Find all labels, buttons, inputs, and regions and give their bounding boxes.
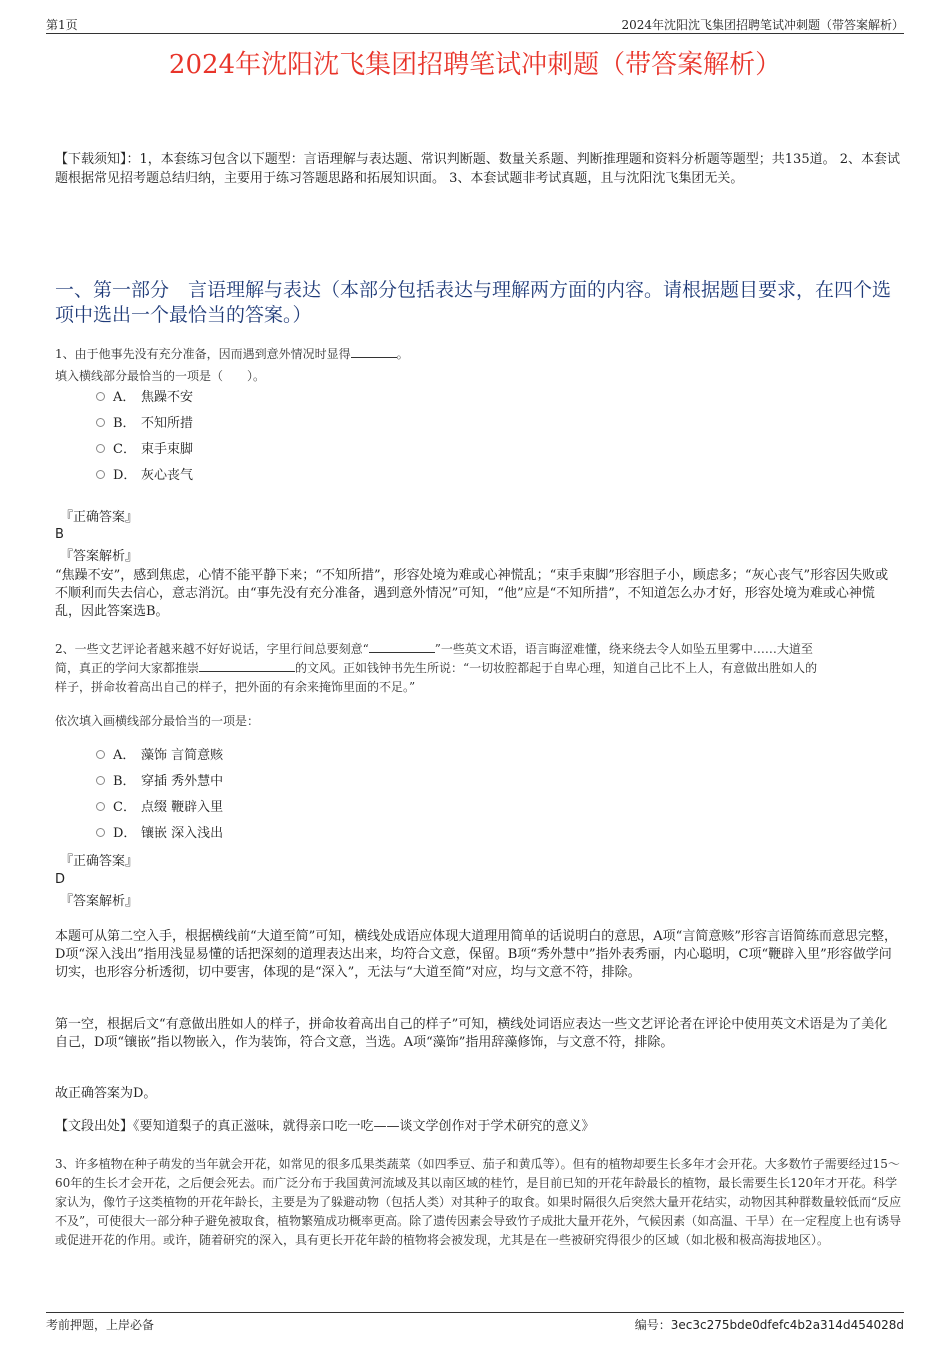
q2-option-d[interactable]: [96, 825, 223, 843]
option-letter: A．: [113, 390, 136, 405]
fill-blank: [199, 660, 295, 672]
option-text: 藻饰 言简意赅: [141, 748, 224, 763]
footer-slogan: 考前押题，上岸必备: [46, 1318, 155, 1332]
option-letter: B．: [113, 774, 136, 789]
q2-answer: D: [55, 872, 66, 887]
option-letter: D．: [113, 826, 137, 841]
option-text: 镶嵌 深入浅出: [141, 826, 224, 841]
q2-correct-label: 『正确答案』: [60, 854, 139, 869]
q1-analysis: “焦躁不安”，感到焦虑，心情不能平静下来；“不知所措”，形容处境为难或心神慌乱；“束手束脚”形容胆子小，顾虑多；“灰心丧气”形容因失败或不顺利而失去信心，意志消沉。由“事先没有充分准备，遇到意外情况”可知，“他”应是“不知所措”，不知道怎么办才好，形容处境为难或心神慌乱，因此答案选B。: [55, 568, 889, 619]
footer-code-value: 3ec3c275bde0dfefc4b2a314d454028d: [670, 1318, 904, 1332]
page-number: 第1页: [46, 18, 78, 32]
question-2-instruction: 依次填入画横线部分最恰当的一项是：: [55, 714, 260, 728]
radio-icon[interactable]: [96, 828, 105, 837]
q2-stem-part: 的文风。正如钱钟书先生所说：“一切妆腔都起于自卑心理，知道自己比不上人，有意做出胜如人的: [295, 661, 818, 675]
q2-stem-part: ”一些英文术语，语言晦涩难懂，绕来绕去令人如坠五里雾中……大道至: [434, 642, 813, 656]
q2-stem-part: 2、一些文艺评论者越来越不好好说话，字里行间总要刻意“: [55, 642, 369, 656]
question-3-stem: 3、许多植物在种子萌发的当年就会开花，如常见的很多瓜果类蔬菜（如四季豆、茄子和黄瓜等）。但有的植物却要生长多年才会开花。大多数竹子需要经过15～60年的生长才会开花，之后便会死去。而广泛分布于我国黄河流域及其以南区域的桂竹，是目前已知的开花年龄最长的植物，最长需要生长120年才开花。科学家认为，像竹子这类植物的开花年龄长，主要是为了躲避动物（包括人类）对其种子的取食。如果时隔很久后突然大量开花结实，动物因其种群数量较低而“反应不及”，可使很大一部分种子避免被取食，植物繁殖成功概率更高。除了遗传因素会导致竹子成批大量开花外，气候因素（如高温、干旱）在一定程度上也有诱导或促进开花的作用。或许，随着研究的深入，具有更长开花年龄的植物将会被发现，尤其是在一些被研究得很少的区域（如北极和极高海拔地区）。: [55, 1157, 902, 1247]
question-2-stem-line1: [55, 640, 905, 658]
question-1-stem: [55, 345, 905, 363]
q1-stem-part: 。: [396, 347, 409, 361]
q1-option-b[interactable]: [96, 415, 193, 433]
q2-analysis-1: 本题可从第二空入手，根据横线前“大道至简”可知，横线处成语应体现大道理用简单的话说明白的意思，A项“言简意赅”形容言语简练而意思完整，D项“深入浅出”指用浅显易懂的话把深刻的道理表达出来，均符合文意，保留。B项“秀外慧中”指外表秀丽，内心聪明，C项“鞭辟入里”形容做学问切实，也形容分析透彻，切中要害，体现的是“深入”，无法与“大道至简”对应，均与文意不符，排除。: [55, 929, 897, 980]
footer-code-label: 编号：: [634, 1318, 671, 1332]
option-text: 点缀 鞭辟入里: [141, 800, 224, 815]
fill-blank: [369, 641, 435, 653]
radio-icon[interactable]: [96, 802, 105, 811]
download-notice: 【下载须知】：1，本套练习包含以下题型：言语理解与表达题、常识判断题、数量关系题、判断推理题和资料分析题等题型；共135道。 2、本套试题根据常见招考题总结归纳，主要用于练习答题思路和拓展知识面。 3、本套试题非考试真题，且与沈阳沈飞集团无关。: [55, 152, 900, 186]
option-letter: B．: [113, 416, 136, 431]
option-text: 穿插 秀外慧中: [141, 774, 224, 789]
header-doc-title: 2024年沈阳沈飞集团招聘笔试冲刺题（带答案解析）: [621, 18, 904, 32]
q2-analysis-3: 故正确答案为D。: [55, 1086, 157, 1101]
option-text: 焦躁不安: [141, 390, 194, 405]
option-letter: A．: [113, 748, 136, 763]
option-text: 灰心丧气: [141, 468, 194, 483]
q2-option-c[interactable]: [96, 799, 223, 817]
q1-option-a[interactable]: [96, 389, 193, 407]
footer-code: [635, 1316, 904, 1333]
q1-option-d[interactable]: [96, 467, 193, 485]
radio-icon[interactable]: [96, 444, 105, 453]
q2-analysis-2: 第一空，根据后文“有意做出胜如人的样子，拼命妆着高出自己的样子”可知，横线处词语应表达一些文艺评论者在评论中使用英文术语是为了美化自己，D项“镶嵌”指以物嵌入，作为装饰，符合文意，当选。A项“藻饰”指用辞藻修饰，与文意不符，排除。: [55, 1017, 888, 1050]
q2-source: 【文段出处】《要知道梨子的真正滋味，就得亲口吃一吃——谈文学创作对于学术研究的意义》: [55, 1119, 595, 1134]
option-text: 不知所措: [141, 416, 194, 431]
q2-stem-part: 简，真正的学问大家都推崇: [55, 661, 200, 675]
q1-stem-part: 1、由于他事先没有充分准备，因而遇到意外情况时显得: [55, 347, 351, 361]
q1-answer: B: [55, 527, 64, 542]
q2-option-a[interactable]: [96, 747, 223, 765]
page-footer: [46, 1312, 904, 1332]
document-title: 2024年沈阳沈飞集团招聘笔试冲刺题（带答案解析）: [168, 50, 782, 80]
q2-analysis-label: 『答案解析』: [60, 894, 139, 909]
option-letter: C．: [113, 442, 136, 457]
question-2-stem-line2: [55, 659, 905, 677]
q2-option-b[interactable]: [96, 773, 223, 791]
radio-icon[interactable]: [96, 470, 105, 479]
q1-option-c[interactable]: [96, 441, 193, 459]
question-1-instruction: 填入横线部分最恰当的一项是（ ）。: [55, 369, 266, 383]
option-text: 束手束脚: [141, 442, 194, 457]
question-2-stem-line3: 样子，拼命妆着高出自己的样子，把外面的有余来掩饰里面的不足。”: [55, 680, 416, 694]
fill-blank: [351, 346, 397, 358]
radio-icon[interactable]: [96, 776, 105, 785]
option-letter: C．: [113, 800, 136, 815]
radio-icon[interactable]: [96, 392, 105, 401]
radio-icon[interactable]: [96, 418, 105, 427]
q1-correct-label: 『正确答案』: [60, 510, 139, 525]
section-heading: 一、第一部分 言语理解与表达（本部分包括表达与理解两方面的内容。请根据题目要求，在四个选项中选出一个最恰当的答案。）: [55, 279, 892, 326]
page-header: [46, 14, 904, 34]
radio-icon[interactable]: [96, 750, 105, 759]
option-letter: D．: [113, 468, 137, 483]
q1-analysis-label: 『答案解析』: [60, 549, 139, 564]
